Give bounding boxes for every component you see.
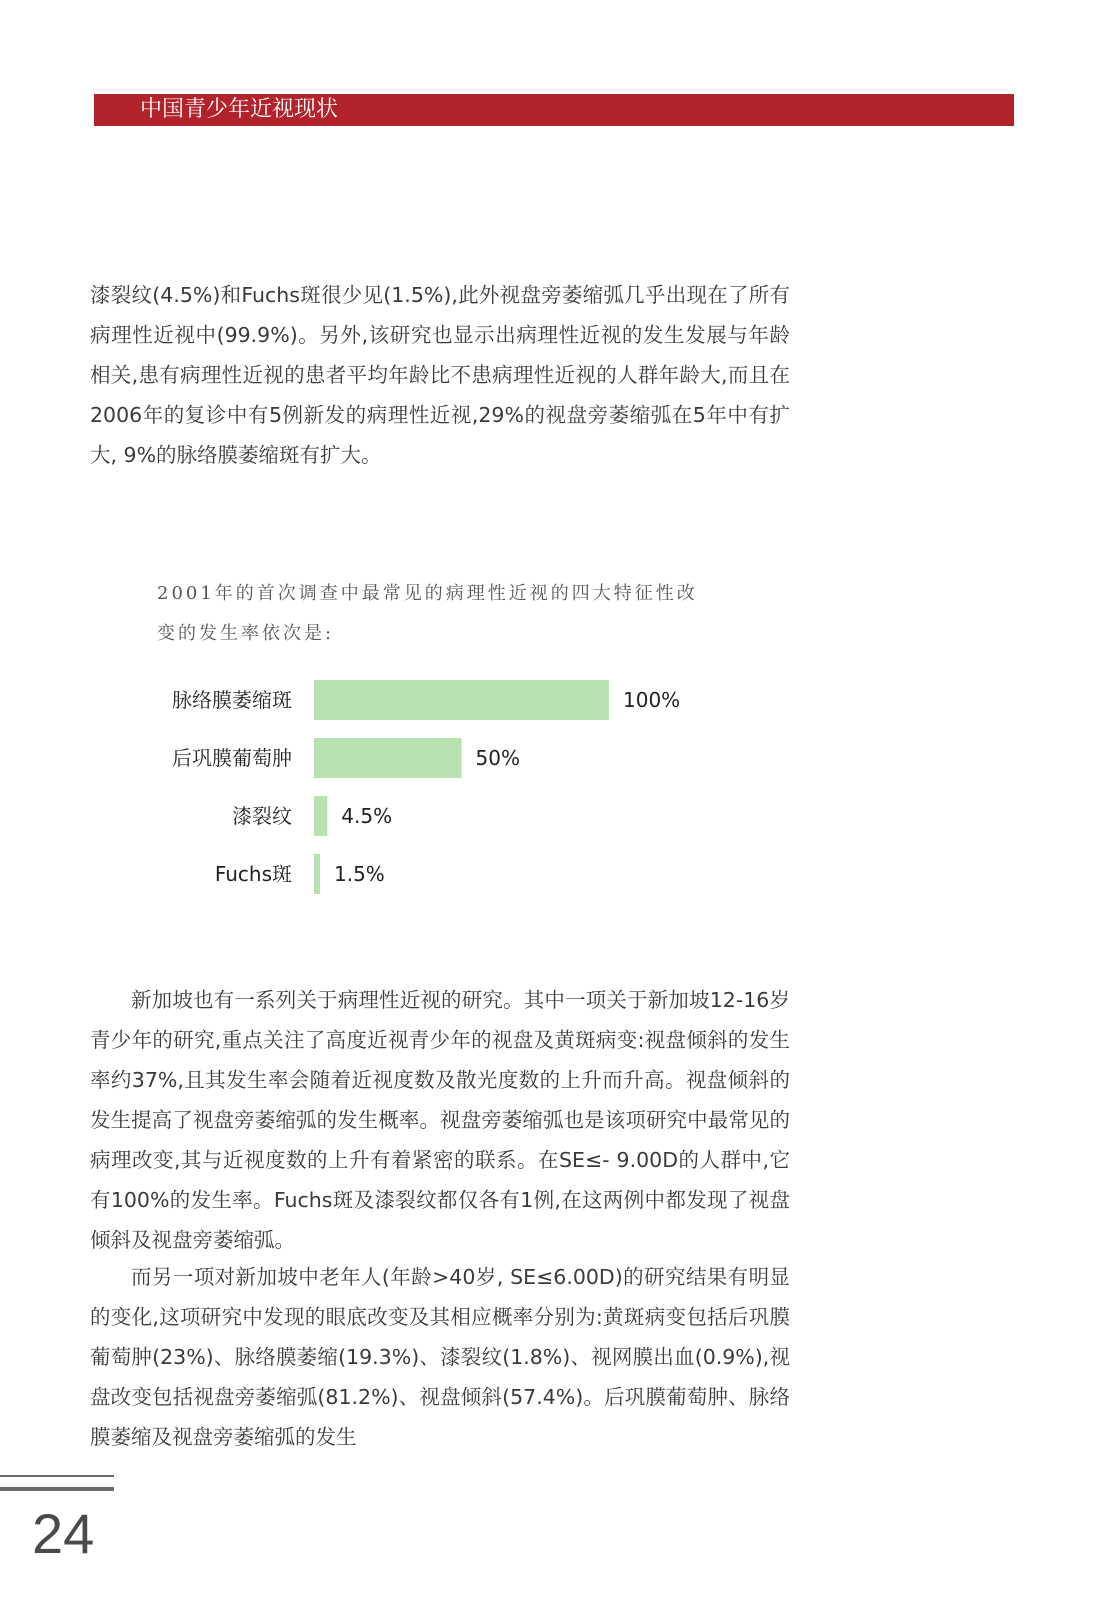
footer-line-thick <box>0 1487 114 1491</box>
value-label: 4.5% <box>341 804 393 828</box>
bar <box>314 680 609 720</box>
bar <box>314 796 327 836</box>
paragraph-3: 而另一项对新加坡中老年人(年龄>40岁, SE≤6.00D)的研究结果有明显的变化,这项研究中发现的眼底改变及其相应概率分别为:黄斑病变包括后巩膜葡萄肿(23%)、脉络膜萎缩(19.3%)、漆裂纹(1.8%)、视网膜出血(0.9%),视盘改变包括视盘旁萎缩弧(81.2%)、视盘倾斜(57.4%)。后巩膜葡萄肿、脉络膜萎缩及视盘旁萎缩弧的发生 <box>90 1265 790 1449</box>
page-number: 24 <box>32 1502 95 1565</box>
footer-line <box>0 1475 114 1477</box>
paragraph-1: 漆裂纹(4.5%)和Fuchs斑很少见(1.5%),此外视盘旁萎缩弧几乎出现在了所有病理性近视中(99.9%)。另外,该研究也显示出病理性近视的发生发展与年龄相关,患有病理性近视的患者平均年龄比不患病理性近视的人群年龄大,而且在2006年的复诊中有5例新发的病理性近视,29%的视盘旁萎缩弧在5年中有扩大, 9%的脉络膜萎缩斑有扩大。 <box>90 283 790 467</box>
category-label: 后巩膜葡萄肿 <box>172 746 292 770</box>
value-label: 100% <box>623 688 681 712</box>
category-label: Fuchs斑 <box>214 862 292 886</box>
value-label: 1.5% <box>334 862 385 886</box>
chart-caption: 2001年的首次调查中最常见的病理性近视的四大特征性改变的发生率依次是: <box>157 583 698 644</box>
bar <box>314 854 320 894</box>
bar <box>314 738 462 778</box>
bar-chart <box>140 680 740 900</box>
paragraph-2: 新加坡也有一系列关于病理性近视的研究。其中一项关于新加坡12-16岁青少年的研究,重点关注了高度近视青少年的视盘及黄斑病变:视盘倾斜的发生率约37%,且其发生率会随着近视度数及散光度数的上升而升高。视盘倾斜的发生提高了视盘旁萎缩弧的发生概率。视盘旁萎缩弧也是该项研究中最常见的病理改变,其与近视度数的上升有着紧密的联系。在SE≤- 9.00D的人群中,它有100%的发生率。Fuchs斑及漆裂纹都仅各有1例,在这两例中都发现了视盘倾斜及视盘旁萎缩弧。 <box>90 988 790 1252</box>
value-label: 50% <box>475 746 520 770</box>
header-title: 中国青少年近视现状 <box>140 97 339 122</box>
category-label: 脉络膜萎缩斑 <box>172 688 292 712</box>
category-label: 漆裂纹 <box>232 804 292 828</box>
